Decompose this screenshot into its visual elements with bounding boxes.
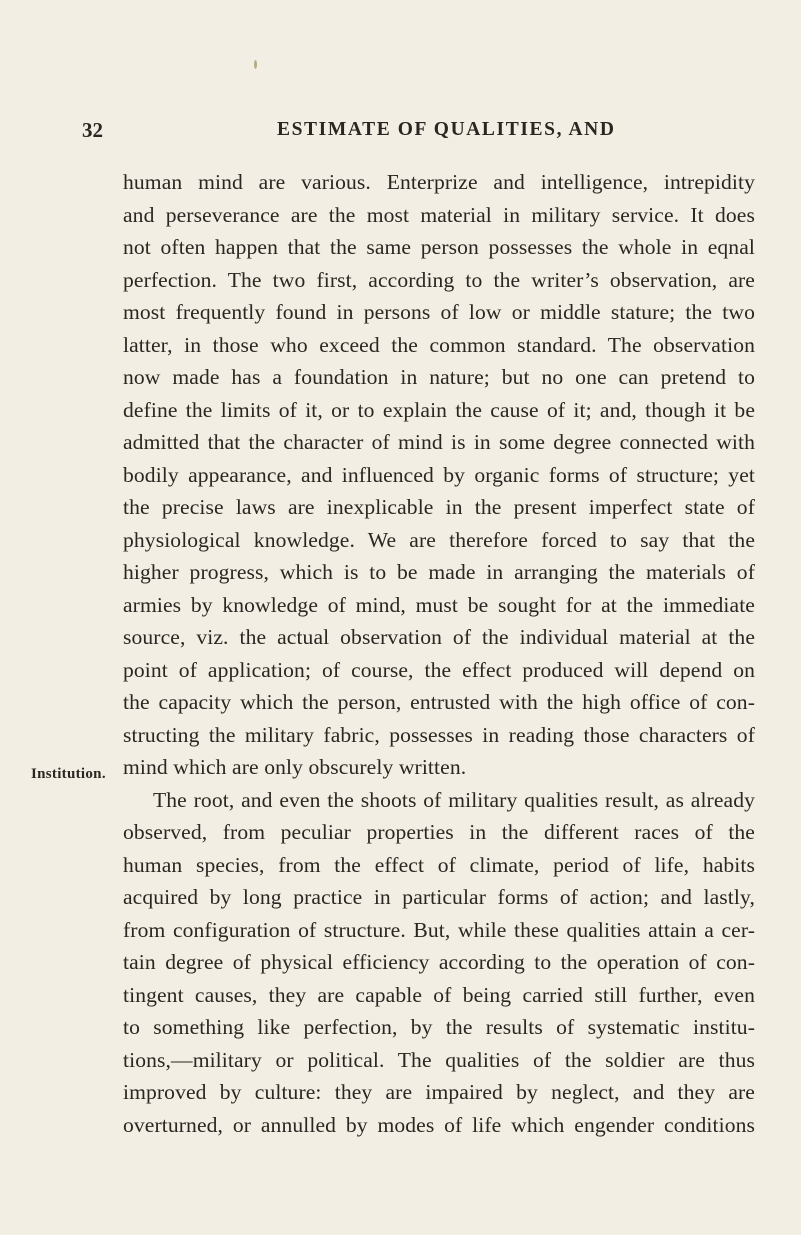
text-line: structing the military fabric, possesses in reading those characters of bbox=[123, 722, 755, 747]
text-line: acquired by long practice in particular forms of action; and lastly, bbox=[123, 885, 755, 909]
text-line: define the limits of it, or to explain the cause of it; and, though it be bbox=[123, 397, 755, 422]
text-line: tingent causes, they are capable of being carried still further, even bbox=[123, 982, 755, 1007]
text-line: armies by knowledge of mind, must be sought for at the immediate bbox=[123, 592, 755, 617]
text-line: bodily appearance, and influenced by organic forms of structure; yet bbox=[123, 462, 755, 487]
paper-speck bbox=[254, 60, 257, 69]
text-line: tain degree of physical efficiency according to the operation of con- bbox=[123, 950, 755, 974]
margin-note: Institution. bbox=[31, 766, 106, 782]
text-line: the capacity which the person, entrusted with the high office of con- bbox=[123, 690, 755, 714]
text-line: not often happen that the same person possesses the whole in eqnal bbox=[123, 235, 755, 259]
text-line: from configuration of structure. But, while these qualities attain a cer- bbox=[123, 917, 755, 942]
paragraph-end-line: mind which are only obscurely written. bbox=[123, 755, 467, 779]
text-line: latter, in those who exceed the common standard. The observation bbox=[123, 332, 755, 357]
text-line: human mind are various. Enterprize and intelligence, intrepidity bbox=[123, 170, 755, 194]
text-line: tions,—military or political. The qualities of the soldier are thus bbox=[123, 1047, 755, 1072]
running-head: ESTIMATE OF QUALITIES, AND bbox=[277, 119, 616, 140]
text-line: observed, from peculiar properties in the different races of the bbox=[123, 820, 755, 844]
text-line: perfection. The two first, according to the writer’s observation, are bbox=[123, 267, 755, 292]
text-line: point of application; of course, the effect produced will depend on bbox=[123, 657, 755, 682]
page-number: 32 bbox=[82, 118, 103, 142]
text-line: human species, from the effect of climate, period of life, habits bbox=[123, 852, 755, 877]
text-line: the precise laws are inexplicable in the present imperfect state of bbox=[123, 495, 755, 519]
text-line: admitted that the character of mind is in some degree connected with bbox=[123, 430, 755, 454]
text-line: to something like perfection, by the results of systematic institu- bbox=[123, 1015, 755, 1039]
text-line: physiological knowledge. We are therefore forced to say that the bbox=[123, 527, 755, 552]
text-line: now made has a foundation in nature; but no one can pretend to bbox=[123, 365, 755, 389]
text-line: and perseverance are the most material in military service. It does bbox=[123, 202, 755, 227]
body-text bbox=[123, 166, 755, 1141]
text-line: higher progress, which is to be made in arranging the materials of bbox=[123, 560, 755, 584]
text-line: overturned, or annulled by modes of life which engender conditions bbox=[123, 1112, 755, 1137]
text-line: source, viz. the actual observation of the individual material at the bbox=[123, 625, 755, 649]
text-line: most frequently found in persons of low or middle stature; the two bbox=[123, 300, 755, 324]
text-line: improved by culture: they are impaired by neglect, and they are bbox=[123, 1080, 755, 1104]
paragraph-start-line: The root, and even the shoots of military qualities result, as already bbox=[153, 787, 755, 812]
page-header bbox=[82, 118, 732, 142]
